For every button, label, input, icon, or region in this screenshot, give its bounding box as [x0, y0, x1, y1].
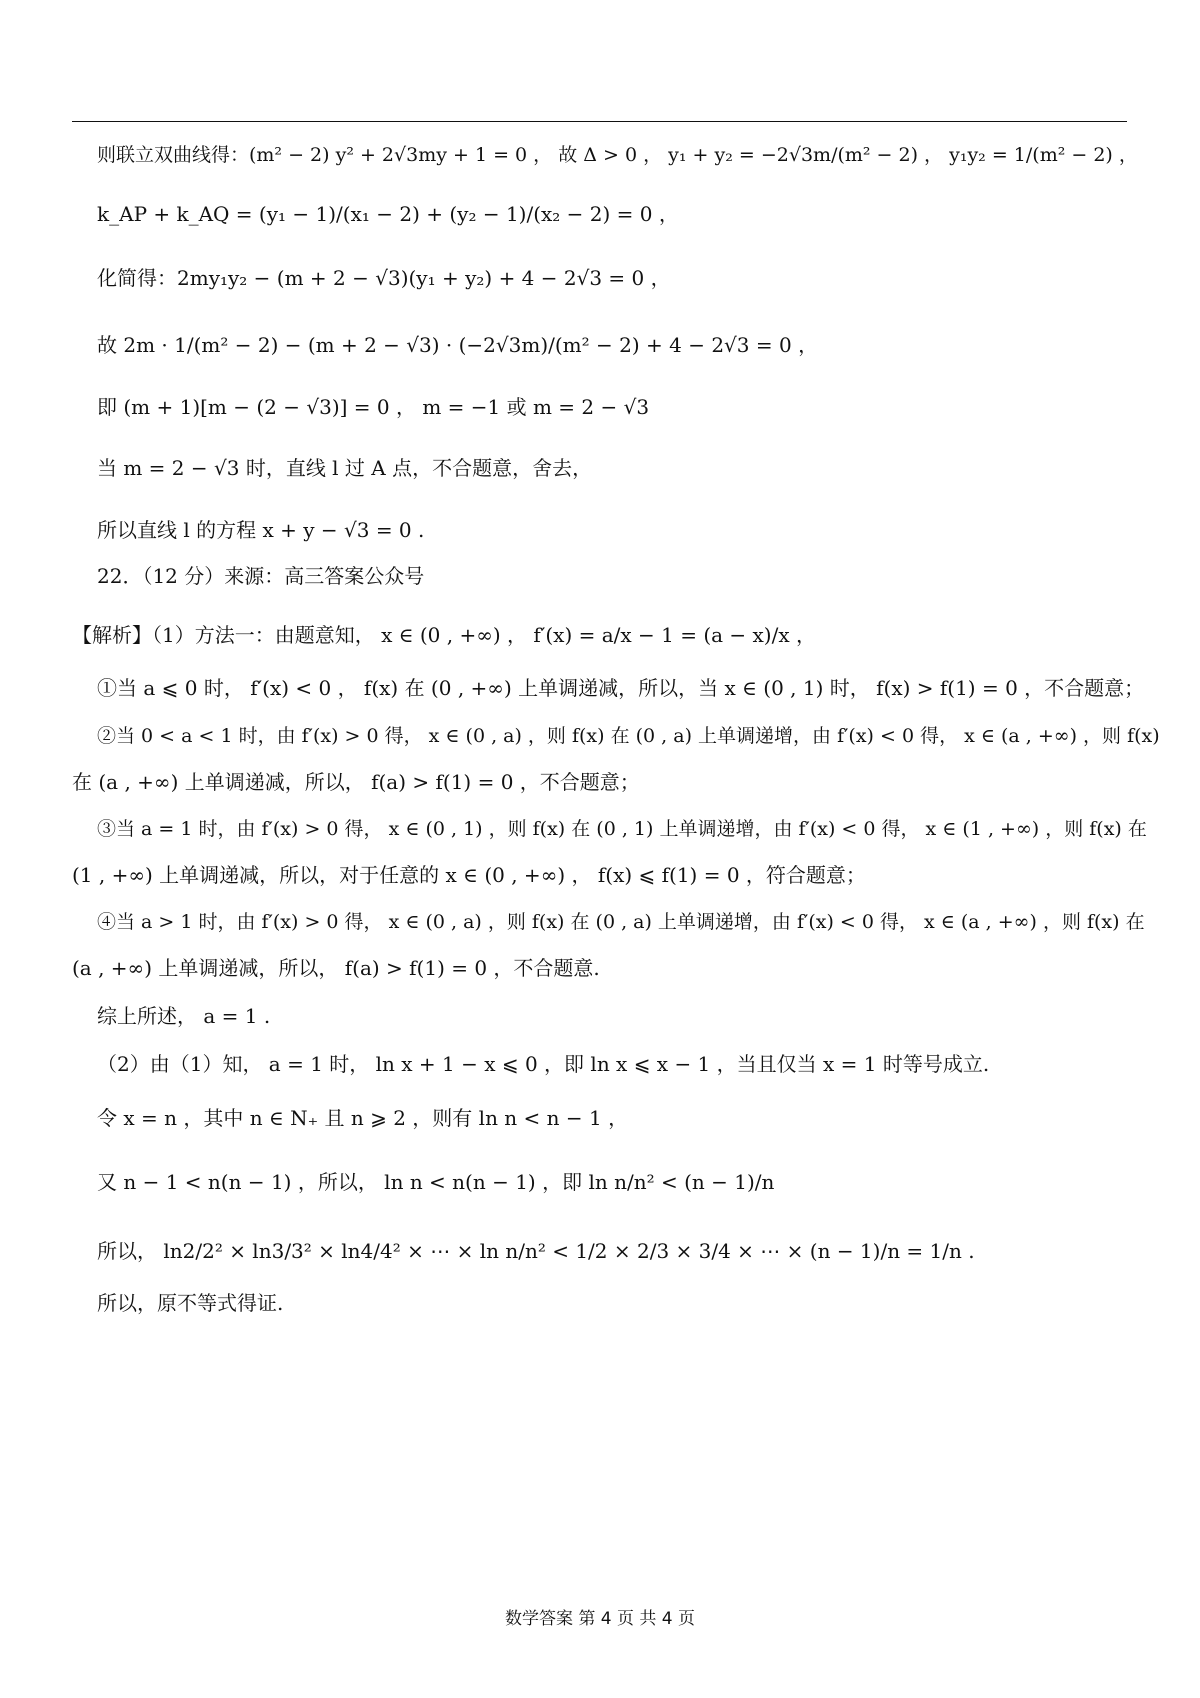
case-4-line2: (a , +∞) 上单调递减，所以， f(a) > f(1) = 0 ，不合题意.: [72, 956, 600, 980]
text-line-5: 即 (m + 1)[m − (2 − √3)] = 0 ， m = −1 或 m = 2 − √3: [97, 395, 650, 419]
conclusion-part1: 综上所述， a = 1 .: [97, 1004, 271, 1028]
text-line-4: 故 2m · 1/(m² − 2) − (m + 2 − √3) · (−2√3m)/(m² − 2) + 4 − 2√3 = 0 ，: [97, 333, 819, 357]
part2-line2: 令 x = n ，其中 n ∈ N₊ 且 n ⩾ 2 ，则有 ln n < n − 1 ，: [97, 1106, 629, 1130]
text-line-2: k_AP + k_AQ = (y₁ − 1)/(x₁ − 2) + (y₂ − 1)/(x₂ − 2) = 0 ，: [97, 202, 679, 226]
part2-line3: 又 n − 1 < n(n − 1) ，所以， ln n < n(n − 1) ，即 ln n/n² < (n − 1)/n: [97, 1170, 775, 1194]
part2-line4: 所以， ln2/2² × ln3/3² × ln4/4² × ⋯ × ln n/n² < 1/2 × 2/3 × 3/4 × ⋯ × (n − 1)/n = 1/n .: [97, 1239, 975, 1263]
text-line-7: 所以直线 l 的方程 x + y − √3 = 0 .: [97, 518, 425, 542]
case-2-line2: 在 (a , +∞) 上单调递减，所以， f(a) > f(1) = 0 ，不合题意；: [72, 770, 640, 794]
case-4-line1: ④当 a > 1 时，由 f′(x) > 0 得， x ∈ (0 , a) ，则 f(x) 在 (0 , a) 上单调递增，由 f′(x) < 0 得， x ∈ (a , +∞) ，则 f(x) 在: [97, 911, 1145, 933]
case-3-line1: ③当 a = 1 时，由 f′(x) > 0 得， x ∈ (0 , 1) ，则 f(x) 在 (0 , 1) 上单调递增，由 f′(x) < 0 得， x ∈ (1 , +∞) ，则 f(x) 在: [97, 818, 1147, 840]
solution-part1-intro: 【解析】（1）方法一：由题意知， x ∈ (0 , +∞) ， f′(x) = a/x − 1 = (a − x)/x ，: [72, 623, 816, 647]
text-line-3: 化简得：2my₁y₂ − (m + 2 − √3)(y₁ + y₂) + 4 − 2√3 = 0 ，: [97, 266, 671, 290]
part2-line1: （2）由（1）知， a = 1 时， ln x + 1 − x ⩽ 0 ，即 ln x ⩽ x − 1 ，当且仅当 x = 1 时等号成立.: [97, 1052, 990, 1076]
final-conclusion: 所以，原不等式得证.: [97, 1291, 284, 1315]
case-3-line2: (1 , +∞) 上单调递减，所以，对于任意的 x ∈ (0 , +∞) ， f(x) ⩽ f(1) = 0 ，符合题意；: [72, 863, 866, 887]
text-line-1: 则联立双曲线得：(m² − 2) y² + 2√3my + 1 = 0 ， 故 Δ > 0 ， y₁ + y₂ = −2√3m/(m² − 2) ， y₁y₂ = 1/(m² − 2) ，: [97, 144, 1138, 166]
text-line-6: 当 m = 2 − √3 时，直线 l 过 A 点，不合题意，舍去，: [97, 456, 593, 480]
case-1: ①当 a ⩽ 0 时， f′(x) < 0 ， f(x) 在 (0 , +∞) 上单调递减，所以，当 x ∈ (0 , 1) 时， f(x) > f(1) = 0 ，不合题意；: [97, 676, 1145, 700]
page-footer: 数学答案 第 4 页 共 4 页: [504, 1609, 696, 1629]
question-22-heading: 22．（12 分）来源：高三答案公众号: [97, 564, 425, 588]
case-2-line1: ②当 0 < a < 1 时，由 f′(x) > 0 得， x ∈ (0 , a) ，则 f(x) 在 (0 , a) 上单调递增，由 f′(x) < 0 得， x ∈ (a , +∞) ，则 f(x): [97, 725, 1160, 747]
header-rule: [72, 121, 1127, 122]
